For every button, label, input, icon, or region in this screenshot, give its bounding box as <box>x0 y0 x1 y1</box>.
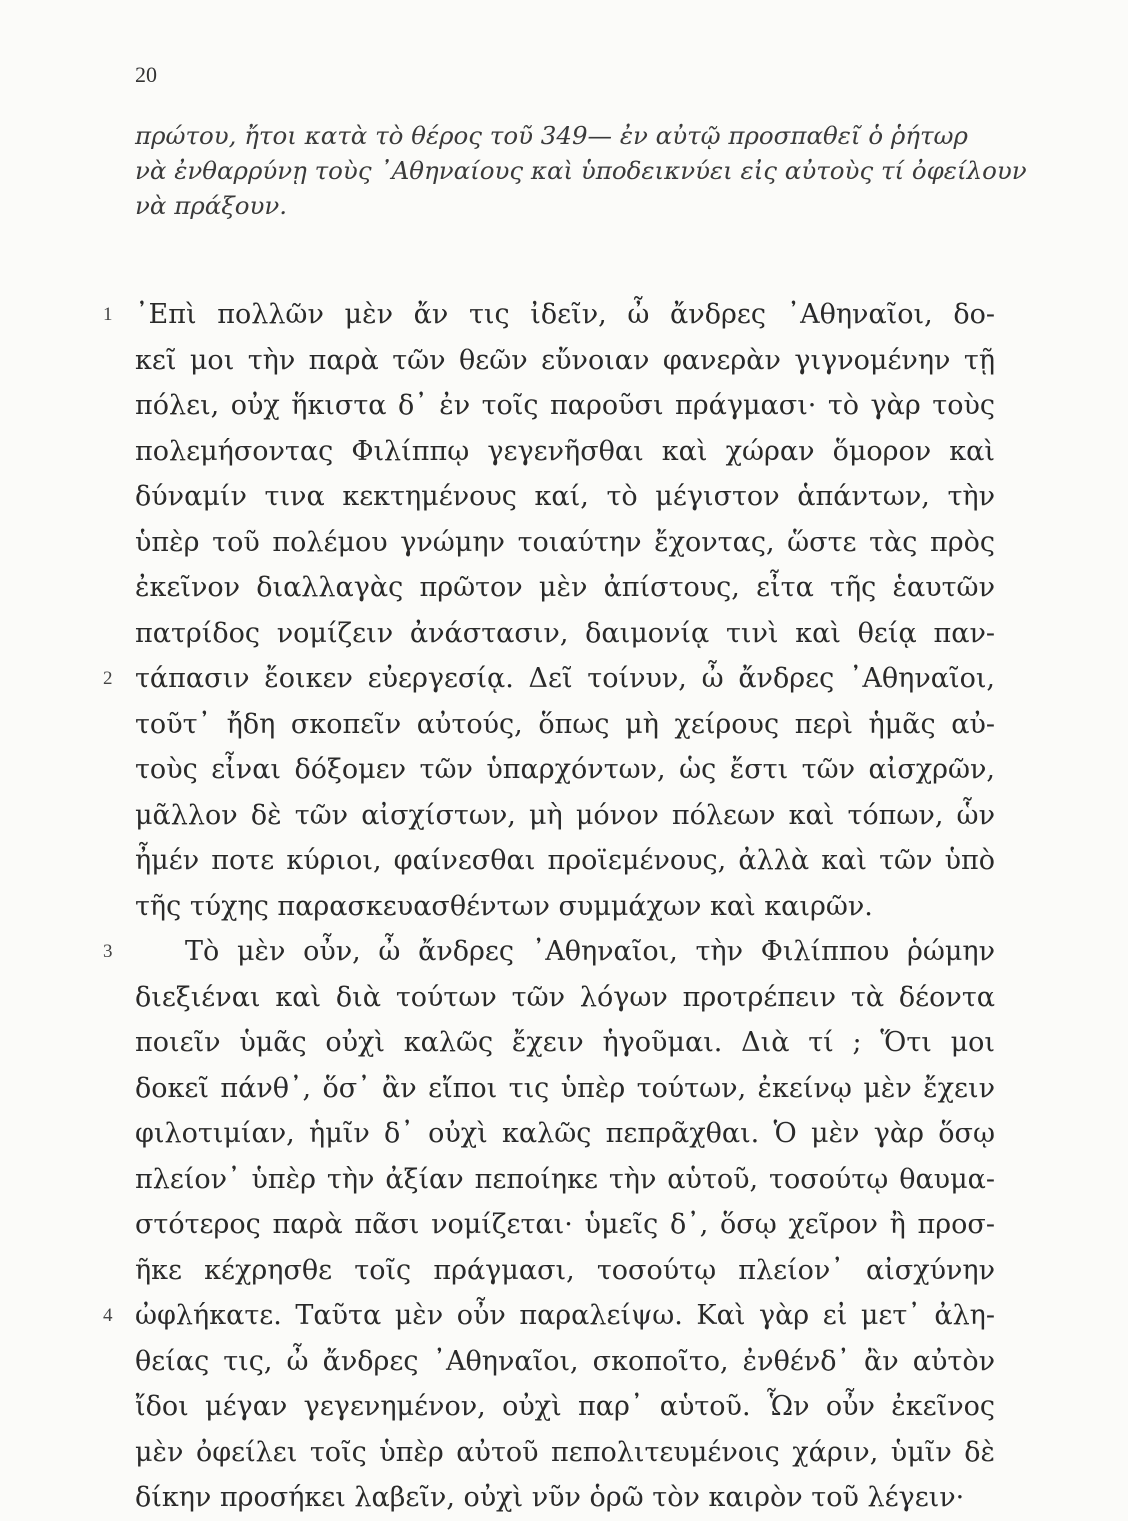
text-line: μᾶλλον δὲ τῶν αἰσχίστων, μὴ μόνον πόλεων καὶ τόπων, ὧν <box>135 799 995 831</box>
text-line: πατρίδος νομίζειν ἀνάστασιν, δαιμονίᾳ τινὶ καὶ θείᾳ παν- <box>135 617 995 649</box>
text-line: τάπασιν ἔοικεν εὐεργεσίᾳ. Δεῖ τοίνυν, ὦ ἄνδρες ᾿Αθηναῖοι, 2 <box>135 656 995 702</box>
text-line: ἦμέν ποτε κύριοι, φαίνεσθαι προϊεμένους, ἀλλὰ καὶ τῶν ὑπὸ <box>135 845 995 876</box>
text-line: πλείον᾿ ὑπὲρ τὴν ἀξίαν πεποίηκε τὴν αὑτοῦ, τοσούτῳ θαυμα- <box>135 1163 995 1195</box>
text-line: δύναμίν τινα κεκτημένους καί, τὸ μέγιστον ἁπάντων, τὴν <box>135 481 995 512</box>
page-number: 20 <box>135 62 157 87</box>
text-line: ποιεῖν ὑμᾶς οὐχὶ καλῶς ἔχειν ἡγοῦμαι. Διὰ τί ; Ὅτι μοι <box>135 1027 995 1058</box>
section-number: 3 <box>103 941 113 962</box>
intro-line: νὰ ἐνθαρρύνῃ τοὺς ᾿Αθηναίους καὶ ὑποδεικνύει εἰς αὐτοὺς τί ὀφείλουν <box>135 156 1027 185</box>
text-line: στότερος παρὰ πᾶσι νομίζεται· ὑμεῖς δ᾿, ὅσῳ χεῖρον ἢ προσ- <box>135 1209 995 1240</box>
section-number: 4 <box>103 1305 113 1326</box>
text-line: πόλει, οὐχ ἥκιστα δ᾿ ἐν τοῖς παροῦσι πράγμασι· τὸ γὰρ τοὺς <box>135 390 995 421</box>
text-line: δίκην προσήκει λαβεῖν, οὐχὶ νῦν ὁρῶ τὸν καιρὸν τοῦ λέγειν· <box>135 1482 965 1513</box>
section-number: 2 <box>103 668 113 689</box>
text-line: κεῖ μοι τὴν παρὰ τῶν θεῶν εὔνοιαν φανερὰν γιγνομένην τῇ <box>135 344 995 376</box>
text-line: διεξιέναι καὶ διὰ τούτων τῶν λόγων προτρέπειν τὰ δέοντα <box>135 981 995 1013</box>
text-line: Τὸ μὲν οὖν, ὦ ἄνδρες ᾿Αθηναῖοι, τὴν Φιλίππου ῥώμην 3 <box>135 929 995 975</box>
text-line: ἴδοι μέγαν γεγενημένον, οὐχὶ παρ᾿ αὑτοῦ. Ὧν οὖν ἐκεῖνος <box>135 1391 995 1422</box>
text-line: ἐκεῖνον διαλλαγὰς πρῶτον μὲν ἀπίστους, εἶτα τῆς ἑαυτῶν <box>135 572 995 603</box>
text-line: πολεμήσοντας Φιλίππῳ γεγενῆσθαι καὶ χώραν ὅμορον καὶ <box>135 435 995 467</box>
text-line: φιλοτιμίαν, ἡμῖν δ᾿ οὐχὶ καλῶς πεπρᾶχθαι. Ὁ μὲν γὰρ ὅσῳ <box>135 1118 995 1149</box>
text-line: ῆκε κέχρησθε τοῖς πράγμασι, τοσούτῳ πλείον᾿ αἰσχύνην <box>135 1254 995 1286</box>
text-line: τοῦτ᾿ ἤδη σκοπεῖν αὐτούς, ὅπως μὴ χείρους περὶ ἡμᾶς αὐ- <box>135 708 995 740</box>
intro-line: πρώτου, ἤτοι κατὰ τὸ θέρος τοῦ 349— ἐν αὐτῷ προσπαθεῖ ὁ ῥήτωρ <box>135 121 968 150</box>
text-line: μὲν ὀφείλει τοῖς ὑπὲρ αὐτοῦ πεπολιτευμένοις χάριν, ὑμῖν δὲ <box>135 1436 995 1468</box>
text-line: τῆς τύχης παρασκευασθέντων συμμάχων καὶ καιρῶν. <box>135 890 873 922</box>
text-line: θείας τις, ὦ ἄνδρες ᾿Αθηναῖοι, σκοποῖτο, ἐνθένδ᾿ ἂν αὐτὸν <box>135 1345 995 1377</box>
text-line: δοκεῖ πάνθ᾿, ὅσ᾿ ἂν εἴποι τις ὑπὲρ τούτων, ἐκείνῳ μὲν ἔχειν <box>135 1072 995 1104</box>
text-line: ᾿Επὶ πολλῶν μὲν ἄν τις ἰδεῖν, ὦ ἄνδρες ᾿Αθηναῖοι, δο- 1 <box>135 292 995 338</box>
intro-summary <box>135 118 1027 223</box>
section-number: 1 <box>103 304 113 325</box>
text-line: ὠφλήκατε. Ταῦτα μὲν οὖν παραλείψω. Καὶ γὰρ εἰ μετ᾿ ἀλη- 4 <box>135 1293 995 1339</box>
intro-line: νὰ πράξουν. <box>135 191 288 220</box>
text-line: ὑπὲρ τοῦ πολέμου γνώμην τοιαύτην ἔχοντας, ὥστε τὰς πρὸς <box>135 526 995 558</box>
text-line: τοὺς εἶναι δόξομεν τῶν ὑπαρχόντων, ὡς ἔστι τῶν αἰσχρῶν, <box>135 754 995 785</box>
main-text <box>103 292 995 1521</box>
